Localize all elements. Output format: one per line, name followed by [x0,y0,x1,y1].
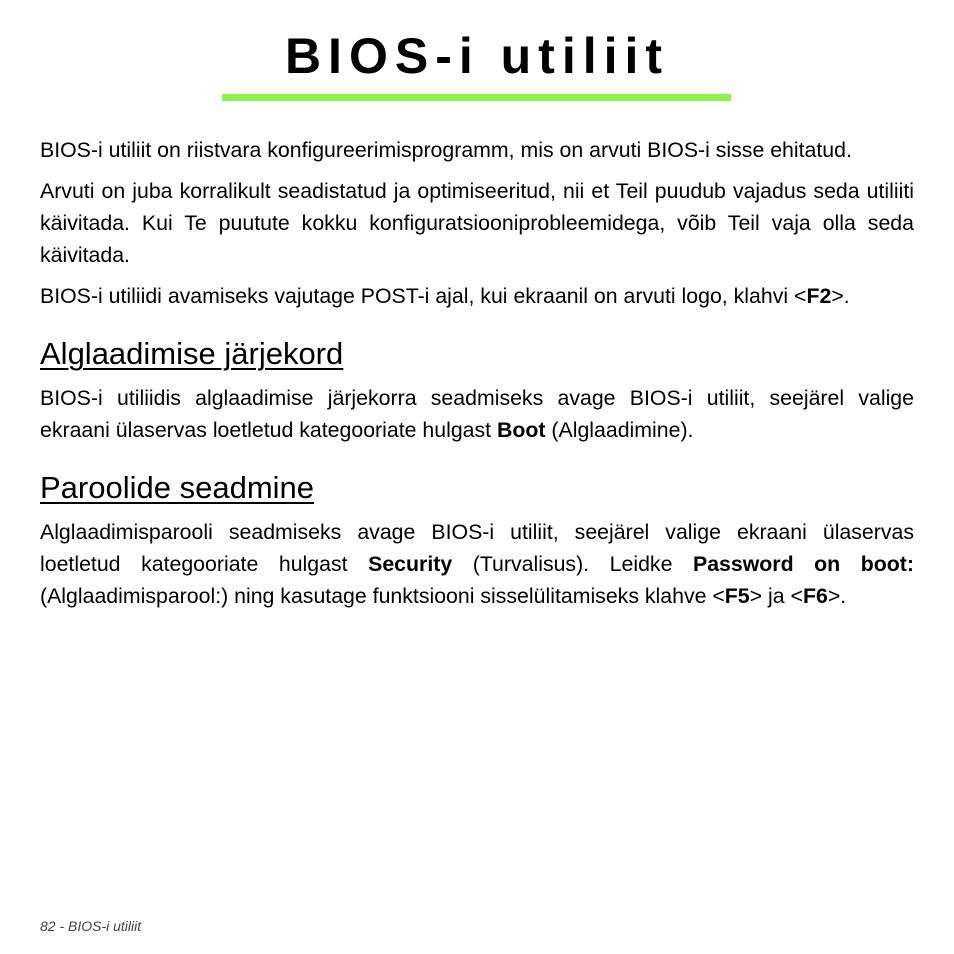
intro-p3-text-before: BIOS-i utiliidi avamiseks vajutage POST-i ajal, kui ekraanil on arvuti logo, klahvi < [40,284,807,308]
password-on-boot-term: Password on boot: [693,552,914,576]
intro-p3-text-after: >. [831,284,850,308]
boot-order-text-after: (Alglaadimine). [545,418,694,442]
key-f6: F6 [802,584,828,608]
boot-order-paragraph [40,382,914,446]
section-heading-passwords: Paroolide seadmine [40,470,315,505]
key-f2: F2 [806,284,832,308]
passwords-text-1: Alglaadimisparooli seadmiseks avage BIOS-i utiliit, seejärel valige ekraani ülaservas loetletud kategooriate hulgast [40,520,914,576]
passwords-text-2: (Turvalisus). Leidke [452,552,693,576]
intro-paragraph-2: Arvuti on juba korralikult seadistatud ja optimiseeritud, nii et Teil puudub vajadus seda utiliiti käivitada. Kui Te puutute kokku konfiguratsiooniprobleemidega, võib Teil vaja olla seda käivitada. [40,179,914,267]
section-heading-boot-order: Alglaadimise järjekord [40,336,344,371]
security-term: Security [368,552,453,576]
passwords-text-5: >. [827,584,847,608]
page-title: BIOS-i utiliit [284,28,670,84]
intro-paragraph-1: BIOS-i utiliit on riistvara konfigureerimisprogramm, mis on arvuti BIOS-i sisse ehitatud. [40,138,852,162]
passwords-paragraph [40,516,914,612]
key-f5: F5 [724,584,750,608]
passwords-text-3: (Alglaadimisparool:) ning kasutage funktsiooni sisselülitamiseks klahve < [40,584,725,608]
page-content [40,134,914,621]
boot-term: Boot [497,418,546,442]
passwords-text-4: > ja < [749,584,803,608]
intro-paragraph-3 [40,280,914,312]
title-underline-bar [222,94,731,101]
boot-order-text-before: BIOS-i utiliidis alglaadimise järjekorra seadmiseks avage BIOS-i utiliit, seejärel valige ekraani ülaservas loetletud kategooriate hulgast [40,386,914,442]
page-footer: 82 - BIOS-i utiliit [40,918,142,934]
